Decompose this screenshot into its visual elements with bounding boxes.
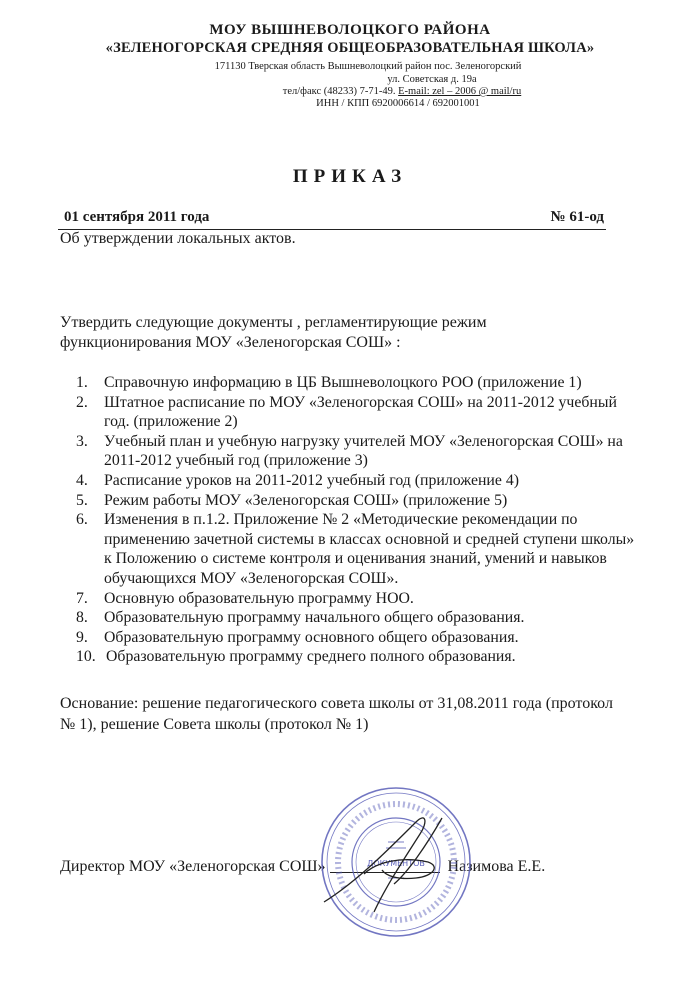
- date-number-row: [58, 207, 606, 230]
- email-text: E-mail: zel – 2006 @ mail/ru: [398, 86, 522, 97]
- list-item-number: 3.: [76, 432, 88, 450]
- org-name-line1: МОУ ВЫШНЕВОЛОЦКОГО РАЙОНА: [209, 22, 491, 38]
- documents-list: [0, 373, 700, 667]
- order-number: № 61-од: [550, 209, 604, 225]
- list-item-text: Расписание уроков на 2011-2012 учебный год (приложение 4): [104, 471, 519, 489]
- list-item-number: 9.: [76, 628, 88, 646]
- school-seal-icon: [316, 782, 476, 942]
- inn-line: ИНН / КПП 6920006614 / 692001001: [316, 98, 480, 109]
- list-item: [0, 647, 646, 667]
- list-item-number: 10.: [76, 648, 96, 666]
- basis-paragraph: Основание: решение педагогического совета школы от 31,08.2011 года (протокол № 1), решение Совета школы (протокол № 1): [60, 695, 613, 733]
- address-line1: 171130 Тверская область Вышневолоцкий район пос. Зеленогорский: [214, 61, 522, 72]
- list-item: [0, 432, 644, 471]
- order-date: 01 сентября 2011 года: [64, 209, 210, 225]
- order-subject: Об утверждении локальных актов.: [60, 230, 296, 247]
- director-name: Назимова Е.Е.: [447, 858, 546, 875]
- list-item: [0, 471, 644, 491]
- document-title: ПРИКАЗ: [292, 166, 408, 187]
- seal-inner-text: ДОКУМЕНТОВ: [367, 859, 425, 868]
- list-item: [0, 491, 644, 511]
- list-item: [0, 608, 644, 628]
- list-item: [0, 628, 644, 648]
- list-item: [0, 373, 644, 393]
- list-item-number: 6.: [76, 511, 88, 529]
- director-position: Директор МОУ «Зеленогорская СОШ»: [60, 858, 326, 875]
- list-item-number: 2.: [76, 393, 88, 411]
- list-item-number: 1.: [76, 374, 88, 391]
- list-item-number: 8.: [76, 609, 88, 627]
- list-item-number: 4.: [76, 471, 88, 489]
- list-item-text: Изменения в п.1.2. Приложение № 2 «Методические рекомендации по применению зачетной системы в классах основной и средней ступени школы» к Положению о системе контроля и оценивания знаний, умений и навыков обучающихся МОУ «Зеленогорская СОШ».: [104, 511, 635, 587]
- phone-text: тел/факс (48233) 7-71-49.: [282, 86, 399, 97]
- list-item-number: 5.: [76, 491, 88, 509]
- list-item-number: 7.: [76, 589, 88, 607]
- list-item-text: Учебный план и учебную нагрузку учителей МОУ «Зеленогорская СОШ» на 2011-2012 учебный год (приложение 3): [104, 432, 623, 470]
- list-item: [0, 510, 644, 588]
- contact-line: [52, 86, 700, 97]
- org-name-line2: «ЗЕЛЕНОГОРСКАЯ СРЕДНЯЯ ОБЩЕОБРАЗОВАТЕЛЬНАЯ ШКОЛА»: [105, 40, 595, 56]
- list-item-text: Штатное расписание по МОУ «Зеленогорская СОШ» на 2011-2012 учебный год. (приложение 2): [104, 393, 617, 431]
- list-item-text: Образовательную программу среднего полного образования.: [106, 648, 516, 666]
- list-item-text: Режим работы МОУ «Зеленогорская СОШ» (приложение 5): [104, 491, 508, 509]
- list-item-text: Образовательную программу начального общего образования.: [104, 609, 525, 627]
- list-item-text: Образовательную программу основного общего образования.: [104, 628, 519, 646]
- list-item: [0, 589, 644, 609]
- list-item-text: Основную образовательную программу НОО.: [104, 589, 414, 607]
- intro-paragraph: Утвердить следующие документы , регламентирующие режим функционирования МОУ «Зеленогорская СОШ» :: [60, 314, 487, 351]
- address-line2: ул. Советская д. 19а: [387, 74, 477, 85]
- list-item: [0, 393, 644, 432]
- list-item-text: Справочную информацию в ЦБ Вышневолоцкого РОО (приложение 1): [104, 374, 582, 391]
